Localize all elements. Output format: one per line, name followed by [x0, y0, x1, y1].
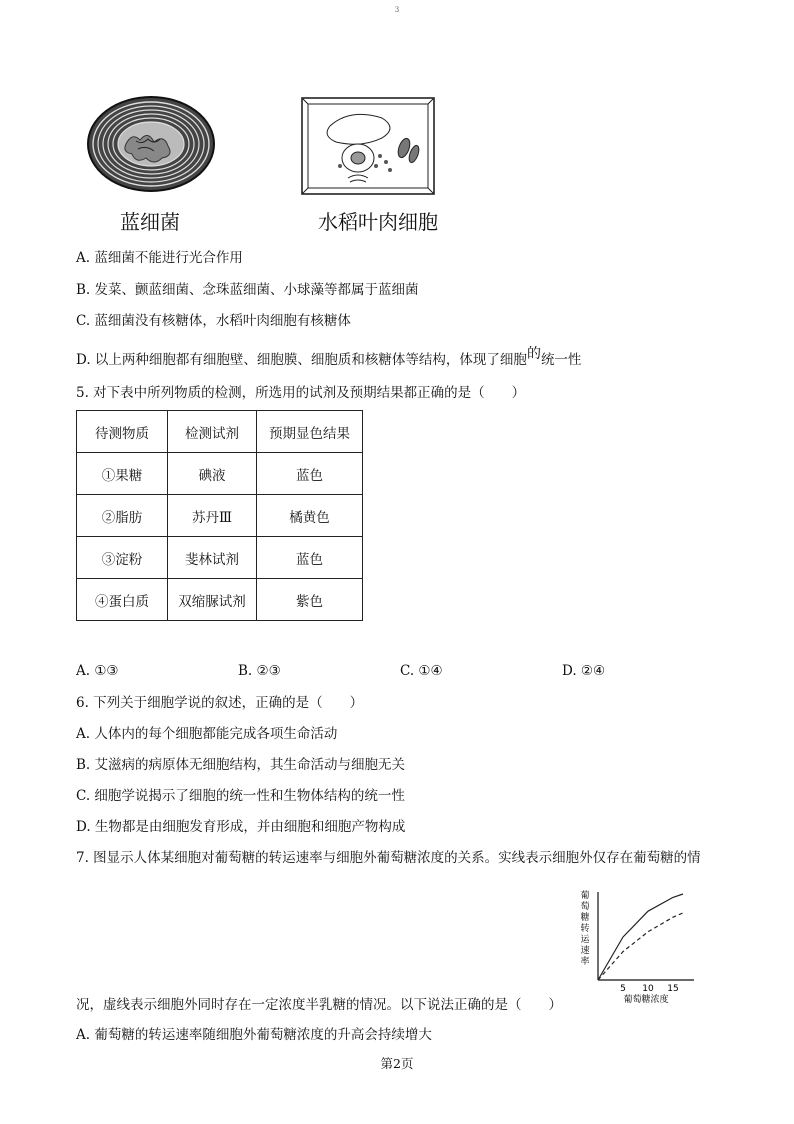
q7-stem-line1: 7. 图显示人体某细胞对葡萄糖的转运速率与细胞外葡萄糖浓度的关系。实线表示细胞外仅存在葡萄糖的情: [76, 850, 701, 866]
chart-ylabel: [580, 889, 590, 967]
page-header-mark: 3: [394, 6, 400, 14]
q6-option-c: C. 细胞学说揭示了细胞的统一性和生物体结构的统一性: [76, 788, 405, 804]
q4-option-d-text: D. 以上两种细胞都有细胞壁、细胞膜、细胞质和核糖体等结构，体现了细胞: [76, 352, 527, 368]
table-row: [77, 495, 363, 537]
table-cell: ③淀粉: [77, 537, 168, 579]
q4-option-c: C. 蓝细菌没有核糖体，水稻叶肉细胞有核糖体: [76, 313, 351, 329]
chart-ylabel-char: 率: [580, 957, 590, 967]
x-tick-label: 15: [667, 984, 679, 994]
chart-xlabel: 葡萄糖浓度: [623, 995, 669, 1005]
leaf-cell-illustration: [300, 96, 436, 196]
q5-option-d: D. ②④: [562, 663, 606, 679]
table-cell: 蓝色: [257, 537, 363, 579]
chart-ylabel-char: 转: [580, 924, 590, 934]
q5-option-b: B. ②③: [238, 663, 281, 679]
table-header-cell: 检测试剂: [168, 411, 257, 453]
table-cell: 橘黄色: [257, 495, 363, 537]
dashed-series-line: [598, 913, 683, 980]
x-tick-label: 5: [620, 984, 626, 994]
cyanobacteria-illustration: [86, 95, 216, 193]
chart-ylabel-char: 萄: [580, 902, 590, 912]
table-row: [77, 537, 363, 579]
page-footer: 第2页: [380, 1056, 414, 1071]
table-cell: 紫色: [257, 579, 363, 621]
chart-ylabel-char: 葡: [580, 891, 590, 901]
q4-option-a: A. 蓝细菌不能进行光合作用: [76, 250, 243, 266]
table-cell: ①果糖: [77, 453, 168, 495]
table-cell: 蓝色: [257, 453, 363, 495]
q5-stem: 5. 对下表中所列物质的检测，所选用的试剂及预期结果都正确的是（ ）: [76, 385, 526, 401]
solid-series-line: [598, 894, 683, 980]
table-cell: 碘液: [168, 453, 257, 495]
q4-option-b: B. 发菜、颤蓝细菌、念珠蓝细菌、小球藻等都属于蓝细菌: [76, 282, 419, 298]
glucose-transport-chart: [576, 886, 700, 1008]
leaf-cell-caption: 水稻叶肉细胞: [318, 210, 438, 234]
q5-table: [76, 410, 363, 621]
table-header-cell: 待测物质: [77, 411, 168, 453]
chart-ylabel-char: 运: [580, 935, 590, 945]
table-cell: ④蛋白质: [77, 579, 168, 621]
q4-option-d: [76, 346, 582, 369]
table-header-cell: 预期显色结果: [257, 411, 363, 453]
x-tick-label: 10: [642, 984, 654, 994]
q7-stem-line2: 况，虚线表示细胞外同时存在一定浓度半乳糖的情况。以下说法正确的是（ ）: [76, 997, 562, 1013]
table-cell: ②脂肪: [77, 495, 168, 537]
q5-option-a: A. ①③: [76, 663, 119, 679]
chart-ylabel-char: 糖: [580, 913, 590, 923]
table-cell: 双缩脲试剂: [168, 579, 257, 621]
table-row: [77, 579, 363, 621]
table-header-row: [77, 411, 363, 453]
q6-option-d: D. 生物都是由细胞发育形成，并由细胞和细胞产物构成: [76, 819, 406, 835]
q6-stem: 6. 下列关于细胞学说的叙述，正确的是（ ）: [76, 695, 364, 711]
q6-option-a: A. 人体内的每个细胞都能完成各项生命活动: [76, 726, 338, 742]
q5-option-c: C. ①④: [400, 663, 443, 679]
table-cell: 斐林试剂: [168, 537, 257, 579]
q4-option-d-superscript: 的: [526, 346, 541, 362]
chart-ylabel-char: 速: [580, 946, 590, 956]
table-cell: 苏丹Ⅲ: [168, 495, 257, 537]
cyanobacteria-caption: 蓝细菌: [120, 210, 180, 234]
q4-option-d-text-end: 统一性: [540, 352, 582, 368]
table-row: [77, 453, 363, 495]
q6-option-b: B. 艾滋病的病原体无细胞结构，其生命活动与细胞无关: [76, 757, 406, 773]
q7-option-a: A. 葡萄糖的转运速率随细胞外葡萄糖浓度的升高会持续增大: [76, 1027, 432, 1043]
